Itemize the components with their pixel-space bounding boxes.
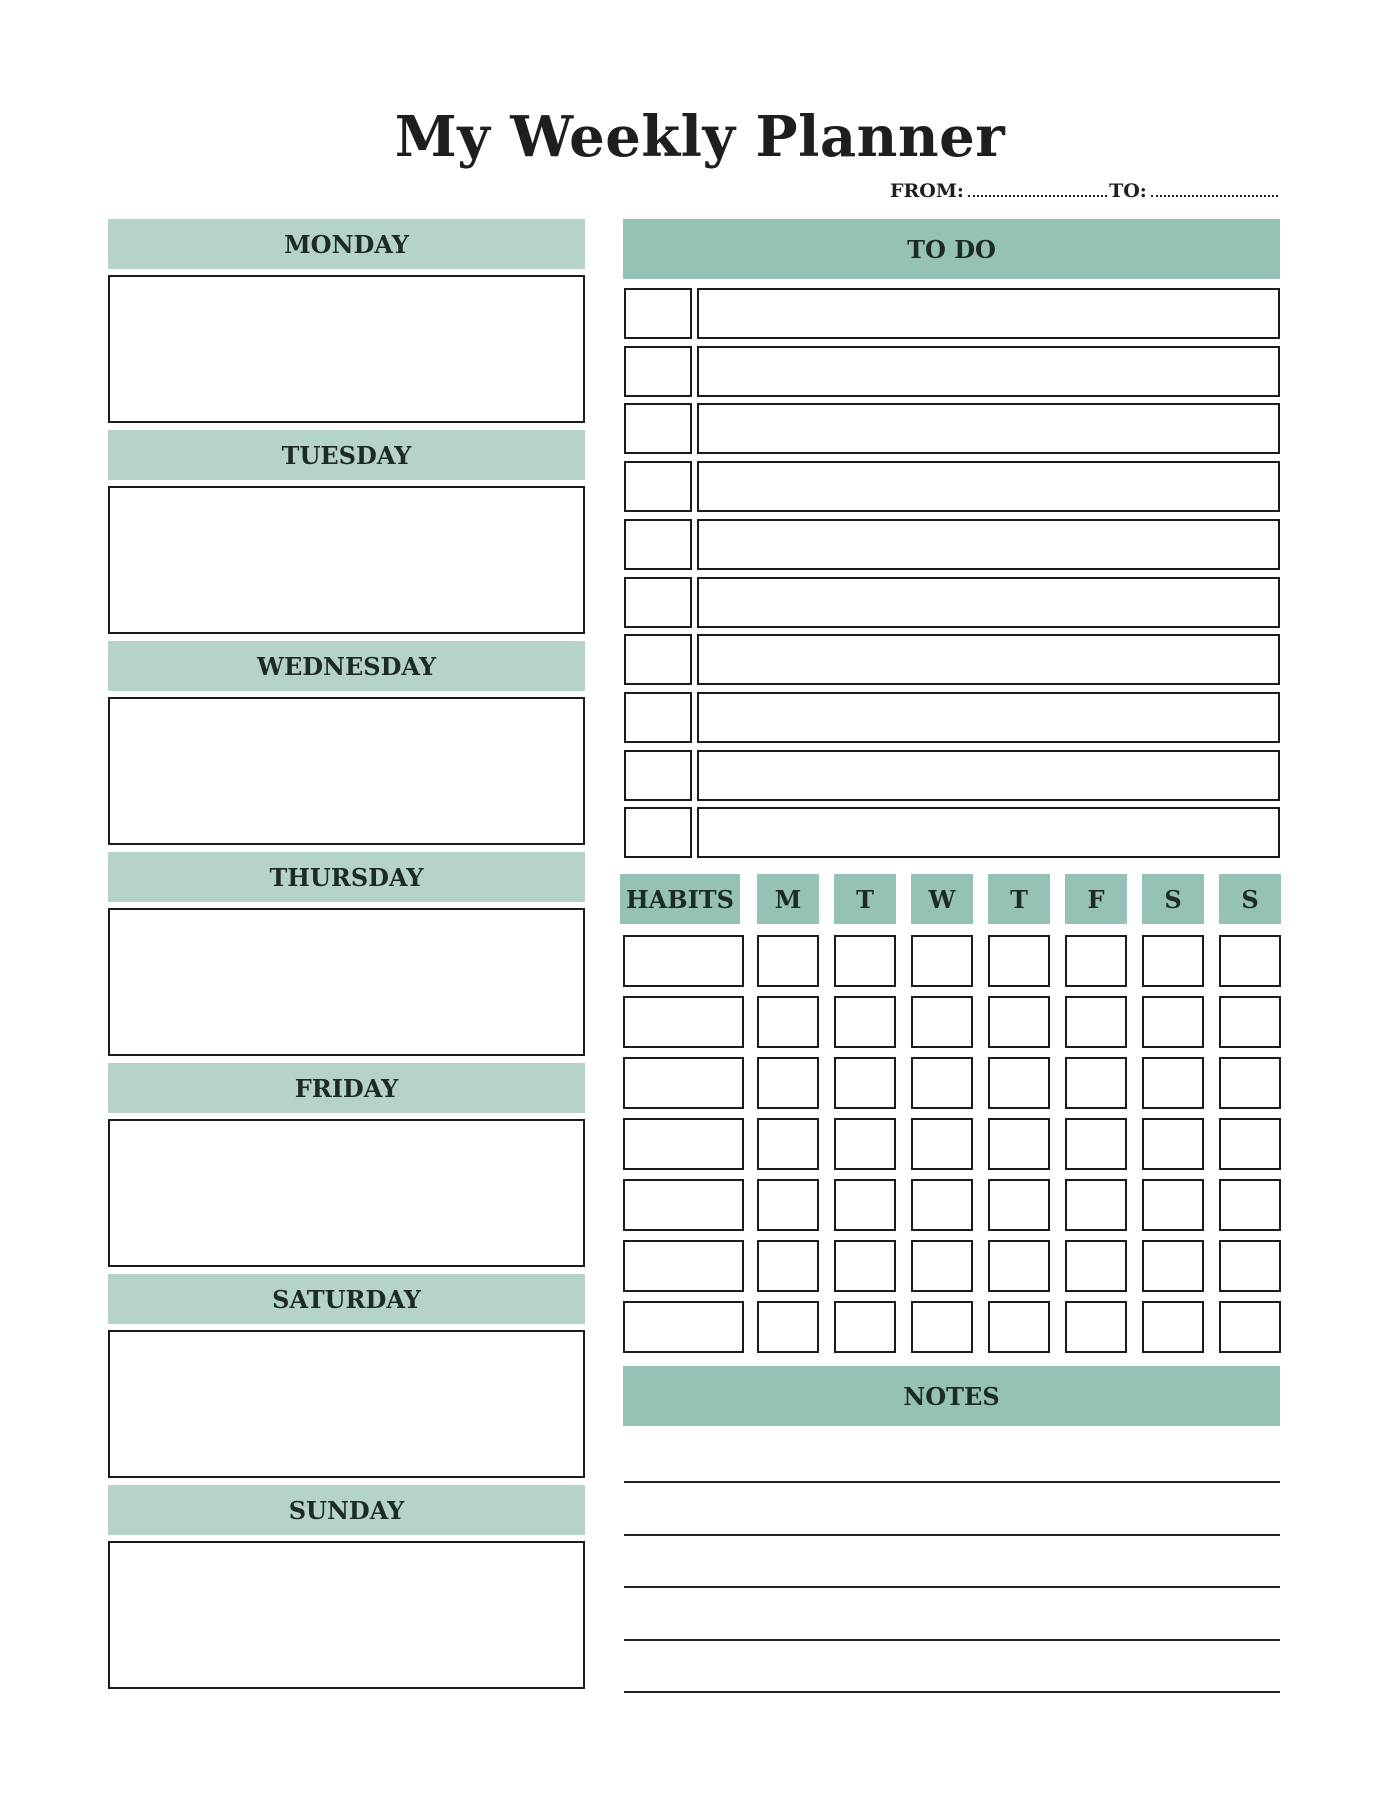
todo-checkbox[interactable] [624, 461, 692, 512]
habit-check-cell[interactable] [1142, 935, 1204, 987]
to-label: TO: [1109, 180, 1147, 202]
habit-name-field[interactable] [623, 1118, 744, 1170]
notes-header: NOTES [623, 1366, 1280, 1426]
habit-name-field[interactable] [623, 1240, 744, 1292]
habit-check-cell[interactable] [988, 935, 1050, 987]
habit-day-header: S [1219, 874, 1281, 924]
habit-check-cell[interactable] [988, 1301, 1050, 1353]
habit-check-cell[interactable] [834, 935, 896, 987]
todo-checkbox[interactable] [624, 577, 692, 628]
day-notes-box-sunday[interactable] [108, 1541, 585, 1689]
todo-checkbox[interactable] [624, 634, 692, 685]
habit-name-field[interactable] [623, 935, 744, 987]
day-header-monday: MONDAY [108, 219, 585, 269]
habit-check-cell[interactable] [1142, 996, 1204, 1048]
habit-check-cell[interactable] [1065, 1179, 1127, 1231]
habit-check-cell[interactable] [834, 1179, 896, 1231]
day-header-saturday: SATURDAY [108, 1274, 585, 1324]
note-line [624, 1481, 1280, 1483]
from-label: FROM: [890, 180, 964, 202]
habit-check-cell[interactable] [757, 1301, 819, 1353]
habit-check-cell[interactable] [757, 1118, 819, 1170]
from-field[interactable] [968, 191, 1107, 197]
habit-check-cell[interactable] [1142, 1179, 1204, 1231]
habit-name-field[interactable] [623, 1057, 744, 1109]
to-field[interactable] [1151, 191, 1278, 197]
habit-check-cell[interactable] [1219, 1301, 1281, 1353]
habit-name-field[interactable] [623, 1179, 744, 1231]
todo-item-field[interactable] [697, 519, 1280, 570]
habit-check-cell[interactable] [988, 1057, 1050, 1109]
habit-day-header: S [1142, 874, 1204, 924]
day-notes-box-friday[interactable] [108, 1119, 585, 1267]
habit-check-cell[interactable] [911, 996, 973, 1048]
day-notes-box-wednesday[interactable] [108, 697, 585, 845]
habit-day-header: W [911, 874, 973, 924]
habit-check-cell[interactable] [834, 996, 896, 1048]
habit-check-cell[interactable] [1065, 1301, 1127, 1353]
habit-check-cell[interactable] [1065, 1118, 1127, 1170]
todo-checkbox[interactable] [624, 519, 692, 570]
habit-check-cell[interactable] [1065, 1057, 1127, 1109]
day-header-wednesday: WEDNESDAY [108, 641, 585, 691]
habit-check-cell[interactable] [1219, 1240, 1281, 1292]
habit-day-header: F [1065, 874, 1127, 924]
day-header-tuesday: TUESDAY [108, 430, 585, 480]
todo-checkbox[interactable] [624, 288, 692, 339]
habit-check-cell[interactable] [1219, 996, 1281, 1048]
habit-check-cell[interactable] [757, 1240, 819, 1292]
habit-check-cell[interactable] [911, 1179, 973, 1231]
day-header-thursday: THURSDAY [108, 852, 585, 902]
day-header-friday: FRIDAY [108, 1063, 585, 1113]
day-header-sunday: SUNDAY [108, 1485, 585, 1535]
habit-name-field[interactable] [623, 996, 744, 1048]
todo-item-field[interactable] [697, 346, 1280, 397]
habit-check-cell[interactable] [757, 1179, 819, 1231]
habit-check-cell[interactable] [1142, 1118, 1204, 1170]
todo-item-field[interactable] [697, 577, 1280, 628]
note-line [624, 1534, 1280, 1536]
todo-header: TO DO [623, 219, 1280, 279]
day-notes-box-tuesday[interactable] [108, 486, 585, 634]
habit-check-cell[interactable] [911, 1118, 973, 1170]
habit-check-cell[interactable] [834, 1057, 896, 1109]
habit-check-cell[interactable] [1142, 1301, 1204, 1353]
habit-check-cell[interactable] [1219, 1118, 1281, 1170]
note-line [624, 1639, 1280, 1641]
habit-name-field[interactable] [623, 1301, 744, 1353]
habit-check-cell[interactable] [911, 1240, 973, 1292]
todo-checkbox[interactable] [624, 807, 692, 858]
todo-item-field[interactable] [697, 403, 1280, 454]
habit-check-cell[interactable] [988, 1179, 1050, 1231]
habits-header: HABITS [620, 874, 740, 924]
day-notes-box-thursday[interactable] [108, 908, 585, 1056]
habit-check-cell[interactable] [911, 935, 973, 987]
habit-check-cell[interactable] [834, 1301, 896, 1353]
todo-checkbox[interactable] [624, 403, 692, 454]
habit-check-cell[interactable] [988, 1118, 1050, 1170]
habit-check-cell[interactable] [757, 935, 819, 987]
habit-check-cell[interactable] [911, 1301, 973, 1353]
habit-check-cell[interactable] [1065, 1240, 1127, 1292]
date-range [890, 176, 1280, 202]
todo-checkbox[interactable] [624, 692, 692, 743]
habit-day-header: T [988, 874, 1050, 924]
todo-item-field[interactable] [697, 750, 1280, 801]
habit-check-cell[interactable] [834, 1118, 896, 1170]
habit-check-cell[interactable] [988, 1240, 1050, 1292]
habit-check-cell[interactable] [911, 1057, 973, 1109]
todo-item-field[interactable] [697, 461, 1280, 512]
habit-check-cell[interactable] [1219, 1057, 1281, 1109]
day-notes-box-saturday[interactable] [108, 1330, 585, 1478]
note-line [624, 1691, 1280, 1693]
habit-check-cell[interactable] [1065, 935, 1127, 987]
note-line [624, 1586, 1280, 1588]
habit-check-cell[interactable] [1065, 996, 1127, 1048]
habit-check-cell[interactable] [1142, 1057, 1204, 1109]
page-title: My Weekly Planner [394, 104, 1006, 170]
habit-day-header: T [834, 874, 896, 924]
todo-item-field[interactable] [697, 634, 1280, 685]
habit-check-cell[interactable] [988, 996, 1050, 1048]
habit-day-header: M [757, 874, 819, 924]
habit-check-cell[interactable] [1219, 935, 1281, 987]
todo-checkbox[interactable] [624, 750, 692, 801]
todo-item-field[interactable] [697, 807, 1280, 858]
day-notes-box-monday[interactable] [108, 275, 585, 423]
habit-check-cell[interactable] [757, 1057, 819, 1109]
habit-check-cell[interactable] [1142, 1240, 1204, 1292]
habit-check-cell[interactable] [757, 996, 819, 1048]
todo-item-field[interactable] [697, 692, 1280, 743]
habit-check-cell[interactable] [834, 1240, 896, 1292]
todo-checkbox[interactable] [624, 346, 692, 397]
habit-check-cell[interactable] [1219, 1179, 1281, 1231]
todo-item-field[interactable] [697, 288, 1280, 339]
